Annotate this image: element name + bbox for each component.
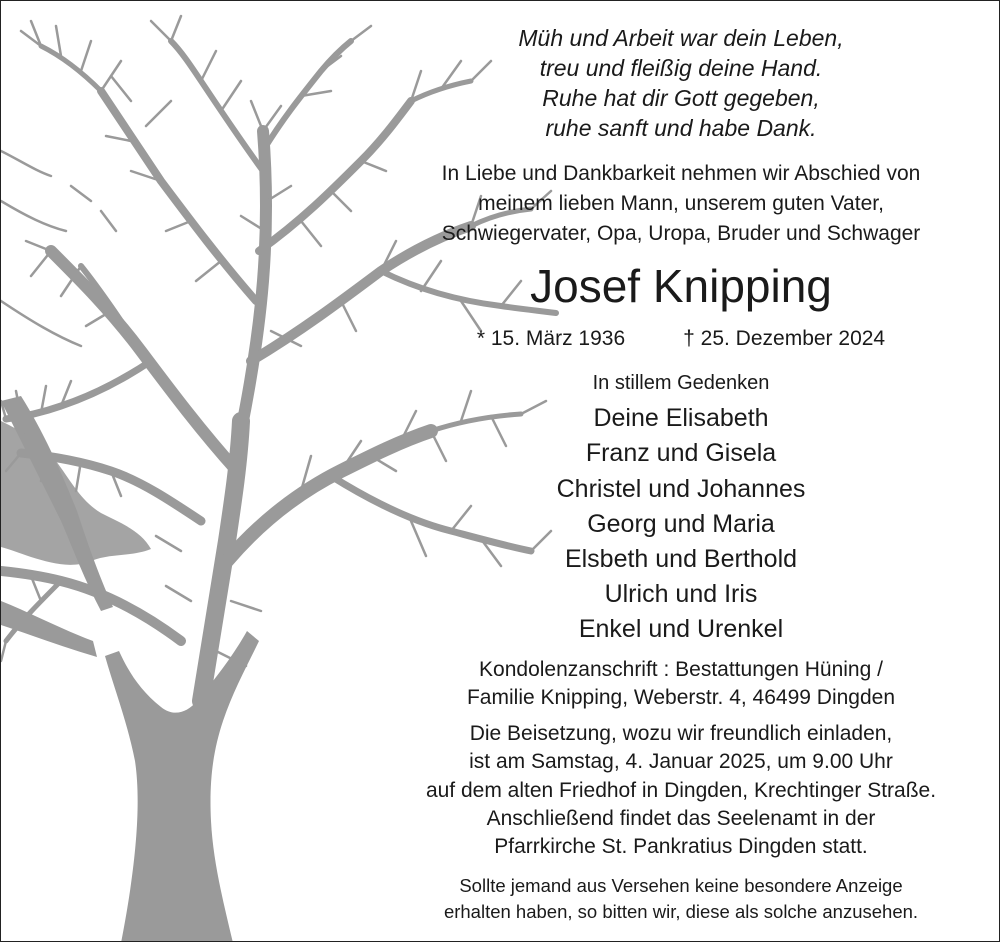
birth-date: * 15. März 1936 (476, 327, 626, 350)
condolence-address-line: Familie Knipping, Weberstr. 4, 46499 Dingden (466, 686, 896, 709)
death-date: † 25. Dezember 2024 (683, 327, 886, 350)
intro-line: In Liebe und Dankbarkeit nehmen wir Abschied von (441, 162, 921, 185)
poem-line: Ruhe hat dir Gott gegeben, (542, 85, 820, 111)
funeral-info-line: Die Beisetzung, wozu wir freundlich einladen, (469, 722, 893, 745)
life-dates (381, 327, 981, 351)
notice-line: Sollte jemand aus Versehen keine besondere Anzeige (459, 875, 903, 896)
family-member: Ulrich und Iris (604, 580, 758, 608)
notice-line: erhalten haben, so bitten wir, diese als solche anzusehen. (443, 901, 919, 922)
family-member: Elsbeth und Berthold (564, 545, 798, 573)
condolence-address-line: Kondolenzanschrift : Bestattungen Hüning / (479, 658, 883, 681)
poem-line: treu und fleißig deine Hand. (539, 55, 823, 81)
deceased-name: Josef Knipping (530, 260, 832, 312)
gedenken-heading: In stillem Gedenken (592, 372, 770, 394)
funeral-info-line: auf dem alten Friedhof in Dingden, Krechtinger Straße. (425, 779, 937, 802)
intro-line: meinem lieben Mann, unserem guten Vater, (478, 192, 884, 215)
funeral-info-line: Pfarrkirche St. Pankratius Dingden statt. (494, 835, 868, 858)
poem-line: Müh und Arbeit war dein Leben, (518, 25, 844, 51)
family-member: Georg und Maria (587, 510, 775, 538)
family-member: Deine Elisabeth (593, 404, 769, 432)
funeral-info-line: ist am Samstag, 4. Januar 2025, um 9.00 Uhr (469, 750, 893, 773)
family-member: Franz und Gisela (585, 439, 777, 467)
poem-line: ruhe sanft und habe Dank. (545, 115, 817, 141)
funeral-info-line: Anschließend findet das Seelenamt in der (486, 807, 876, 830)
family-member: Christel und Johannes (556, 475, 806, 503)
intro-line: Schwiegervater, Opa, Uropa, Bruder und Schwager (441, 222, 921, 245)
family-member: Enkel und Urenkel (578, 615, 784, 643)
